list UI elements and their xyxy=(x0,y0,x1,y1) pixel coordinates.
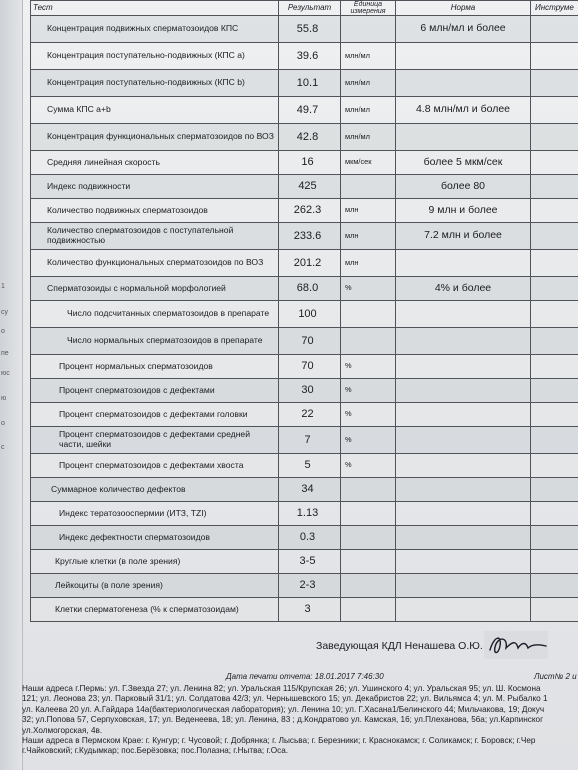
test-result: 5 xyxy=(279,454,341,478)
test-result: 70 xyxy=(279,328,341,355)
table-row xyxy=(31,379,578,403)
head-of-lab-signature-label: Заведующая КДЛ Ненашева О.Ю. xyxy=(316,640,483,652)
test-instrument xyxy=(531,328,578,355)
address-line: ул.Холмогорская, 4в. xyxy=(22,725,103,735)
test-result: 70 xyxy=(279,355,341,379)
table-row xyxy=(31,550,578,574)
torn-left-stub xyxy=(0,0,23,770)
table-row xyxy=(31,478,578,502)
test-name: Индекс дефектности сперматозоидов xyxy=(31,526,279,550)
results-table xyxy=(30,0,578,622)
table-row xyxy=(31,574,578,598)
test-result: 233.6 xyxy=(279,223,341,250)
stub-mark: о xyxy=(1,328,5,335)
test-result: 0.3 xyxy=(279,526,341,550)
test-instrument xyxy=(531,427,578,454)
test-name: Процент сперматозоидов с дефектами xyxy=(31,379,279,403)
test-instrument xyxy=(531,574,578,598)
test-norm xyxy=(396,598,531,622)
test-instrument xyxy=(531,403,578,427)
test-norm xyxy=(396,355,531,379)
header-result: Результат xyxy=(279,1,341,16)
test-instrument xyxy=(531,379,578,403)
test-instrument xyxy=(531,97,578,124)
addresses-block xyxy=(22,684,578,757)
print-date: Дата печати отчета: 18.01.2017 7:46:30 xyxy=(226,672,384,681)
table-row xyxy=(31,124,578,151)
table-row xyxy=(31,250,578,277)
address-line: 32; ул.Попова 57, Серпуховская, 17; ул. Веденеева, 18; ул. Ленина, 83 ; д.Кондратово ул. Камская, 16; ул.Плеханова, 56а; ул.Карпинског xyxy=(22,715,544,725)
test-name: Средняя линейная скорость xyxy=(31,151,279,175)
stub-mark: 1 xyxy=(1,283,5,290)
test-name: Лейкоциты (в поле зрения) xyxy=(31,574,279,598)
test-result: 42.8 xyxy=(279,124,341,151)
test-name: Число нормальных сперматозоидов в препарате xyxy=(31,328,279,355)
test-unit: % xyxy=(341,379,396,403)
test-result: 30 xyxy=(279,379,341,403)
test-unit: мкм/сек xyxy=(341,151,396,175)
table-row xyxy=(31,70,578,97)
stub-mark: юс xyxy=(1,370,10,377)
header-unit: Единица измерения xyxy=(341,1,396,16)
address-line: 121; ул. Леонова 23; ул. Парковый 31/1; ул. Солдатова 42/3; ул. Чернышевского 15; ул. Декабристов 22; ул. Вильямса 4; ул. М. Рыбалко 1 xyxy=(22,694,548,704)
test-instrument xyxy=(531,526,578,550)
test-name: Сумма КПС a+b xyxy=(31,97,279,124)
table-header-row xyxy=(31,1,578,16)
test-result: 7 xyxy=(279,427,341,454)
test-instrument xyxy=(531,598,578,622)
test-norm xyxy=(396,502,531,526)
test-unit: млн/мл xyxy=(341,124,396,151)
handwritten-signature xyxy=(482,628,552,662)
test-name: Концентрация поступательно-подвижных (КПС a) xyxy=(31,43,279,70)
test-name: Количество функциональных сперматозоидов по ВОЗ xyxy=(31,250,279,277)
sheet-number: Лист№ 2 и xyxy=(534,672,577,681)
test-norm: более 80 xyxy=(396,175,531,199)
table-row xyxy=(31,427,578,454)
test-name: Индекс подвижности xyxy=(31,175,279,199)
test-instrument xyxy=(531,70,578,97)
table-row xyxy=(31,223,578,250)
test-name: Процент сперматозоидов с дефектами головки xyxy=(31,403,279,427)
test-name: Процент сперматозоидов с дефектами хвоста xyxy=(31,454,279,478)
test-result: 49.7 xyxy=(279,97,341,124)
test-norm xyxy=(396,379,531,403)
test-unit: % xyxy=(341,454,396,478)
test-name: Концентрация подвижных сперматозоидов КПС xyxy=(31,16,279,43)
test-norm xyxy=(396,574,531,598)
test-name: Количество подвижных сперматозоидов xyxy=(31,199,279,223)
stub-mark: пе xyxy=(1,350,9,357)
test-instrument xyxy=(531,43,578,70)
table-row xyxy=(31,16,578,43)
test-instrument xyxy=(531,550,578,574)
test-norm xyxy=(396,478,531,502)
test-instrument xyxy=(531,301,578,328)
test-result: 3 xyxy=(279,598,341,622)
test-norm xyxy=(396,70,531,97)
test-name: Процент сперматозоидов с дефектами средней части, шейки xyxy=(31,427,279,454)
test-norm xyxy=(396,43,531,70)
test-norm: 7.2 млн и более xyxy=(396,223,531,250)
test-unit xyxy=(341,175,396,199)
test-unit xyxy=(341,550,396,574)
stub-mark: с xyxy=(1,444,5,451)
test-instrument xyxy=(531,175,578,199)
test-norm: 9 млн и более xyxy=(396,199,531,223)
test-name: Число подсчитанных сперматозоидов в препарате xyxy=(31,301,279,328)
header-instrument: Инструме xyxy=(531,1,578,16)
test-result: 2-3 xyxy=(279,574,341,598)
test-unit: млн/мл xyxy=(341,43,396,70)
test-instrument xyxy=(531,355,578,379)
table-row xyxy=(31,301,578,328)
address-line: г.Чайковский; г.Кудымкар; пос.Берёзовка; пос.Полазна; г.Нытва; г.Оса. xyxy=(22,746,289,756)
test-unit xyxy=(341,478,396,502)
table-row xyxy=(31,97,578,124)
test-name: Клетки сперматогенеза (% к сперматозоидам) xyxy=(31,598,279,622)
test-instrument xyxy=(531,199,578,223)
test-unit: млн xyxy=(341,223,396,250)
test-norm xyxy=(396,550,531,574)
test-norm xyxy=(396,526,531,550)
table-row xyxy=(31,175,578,199)
test-unit xyxy=(341,502,396,526)
test-unit xyxy=(341,16,396,43)
address-line: ул. Калеева 20 ул. А.Гайдара 14а(бактериологическая лаборатория); ул. Ленина 10; ул. Г.Хасана1/Белинского 44; Мильчакова, 19; Докуч xyxy=(22,704,545,714)
test-result: 10.1 xyxy=(279,70,341,97)
test-result: 34 xyxy=(279,478,341,502)
test-unit: млн/мл xyxy=(341,70,396,97)
test-unit xyxy=(341,598,396,622)
stub-mark: ю xyxy=(1,395,7,402)
test-name: Количество сперматозоидов с поступательной подвижностью xyxy=(31,223,279,250)
table-row xyxy=(31,403,578,427)
test-unit xyxy=(341,328,396,355)
test-unit: % xyxy=(341,277,396,301)
test-norm xyxy=(396,124,531,151)
test-result: 425 xyxy=(279,175,341,199)
test-instrument xyxy=(531,502,578,526)
table-row xyxy=(31,277,578,301)
test-instrument xyxy=(531,454,578,478)
header-test: Тест xyxy=(31,1,279,16)
test-norm: 6 млн/мл и более xyxy=(396,16,531,43)
table-row xyxy=(31,328,578,355)
test-norm xyxy=(396,454,531,478)
test-result: 100 xyxy=(279,301,341,328)
test-instrument xyxy=(531,277,578,301)
test-instrument xyxy=(531,250,578,277)
test-result: 1.13 xyxy=(279,502,341,526)
test-result: 55.8 xyxy=(279,16,341,43)
table-row xyxy=(31,454,578,478)
test-name: Индекс тератозооспермии (ИТЗ, TZI) xyxy=(31,502,279,526)
test-unit: млн/мл xyxy=(341,97,396,124)
test-unit xyxy=(341,301,396,328)
test-norm xyxy=(396,301,531,328)
test-unit: млн xyxy=(341,199,396,223)
test-name: Сперматозоиды с нормальной морфологией xyxy=(31,277,279,301)
test-result: 262.3 xyxy=(279,199,341,223)
table-row xyxy=(31,526,578,550)
test-norm: 4.8 млн/мл и более xyxy=(396,97,531,124)
test-result: 22 xyxy=(279,403,341,427)
test-unit: % xyxy=(341,355,396,379)
test-name: Круглые клетки (в поле зрения) xyxy=(31,550,279,574)
test-instrument xyxy=(531,16,578,43)
test-name: Суммарное количество дефектов xyxy=(31,478,279,502)
test-result: 16 xyxy=(279,151,341,175)
test-result: 68.0 xyxy=(279,277,341,301)
test-norm xyxy=(396,403,531,427)
test-unit xyxy=(341,526,396,550)
test-norm: более 5 мкм/сек xyxy=(396,151,531,175)
test-name: Концентрация поступательно-подвижных (КПС b) xyxy=(31,70,279,97)
header-norm: Норма xyxy=(396,1,531,16)
test-unit: % xyxy=(341,403,396,427)
test-norm xyxy=(396,427,531,454)
test-result: 39.6 xyxy=(279,43,341,70)
test-instrument xyxy=(531,124,578,151)
table-row xyxy=(31,355,578,379)
table-row xyxy=(31,43,578,70)
test-instrument xyxy=(531,478,578,502)
test-result: 3-5 xyxy=(279,550,341,574)
table-row xyxy=(31,151,578,175)
stub-mark: су xyxy=(1,309,8,316)
stub-mark: о xyxy=(1,420,5,427)
table-row xyxy=(31,598,578,622)
address-line: Наши адреса в Пермском Крае: г. Кунгур; г. Чусовой; г. Добрянка; г. Лысьва; г. Березники; г. Краснокамск; г. Соликамск; г. Боровск; г.Чер xyxy=(22,736,536,746)
test-norm xyxy=(396,250,531,277)
test-norm: 4% и более xyxy=(396,277,531,301)
test-instrument xyxy=(531,223,578,250)
table-row xyxy=(31,199,578,223)
table-row xyxy=(31,502,578,526)
test-unit: % xyxy=(341,427,396,454)
test-name: Концентрация функциональных сперматозоидов по ВОЗ xyxy=(31,124,279,151)
test-name: Процент нормальных сперматозоидов xyxy=(31,355,279,379)
test-norm xyxy=(396,328,531,355)
test-unit: млн xyxy=(341,250,396,277)
test-result: 201.2 xyxy=(279,250,341,277)
test-instrument xyxy=(531,151,578,175)
address-line: Наши адреса г.Пермь: ул. Г.Звезда 27; ул. Ленина 82; ул. Уральская 115/Крупская 26; ул. Ушинского 4; ул. Уральская 95; ул. Ш. Космона xyxy=(22,684,541,693)
test-unit xyxy=(341,574,396,598)
